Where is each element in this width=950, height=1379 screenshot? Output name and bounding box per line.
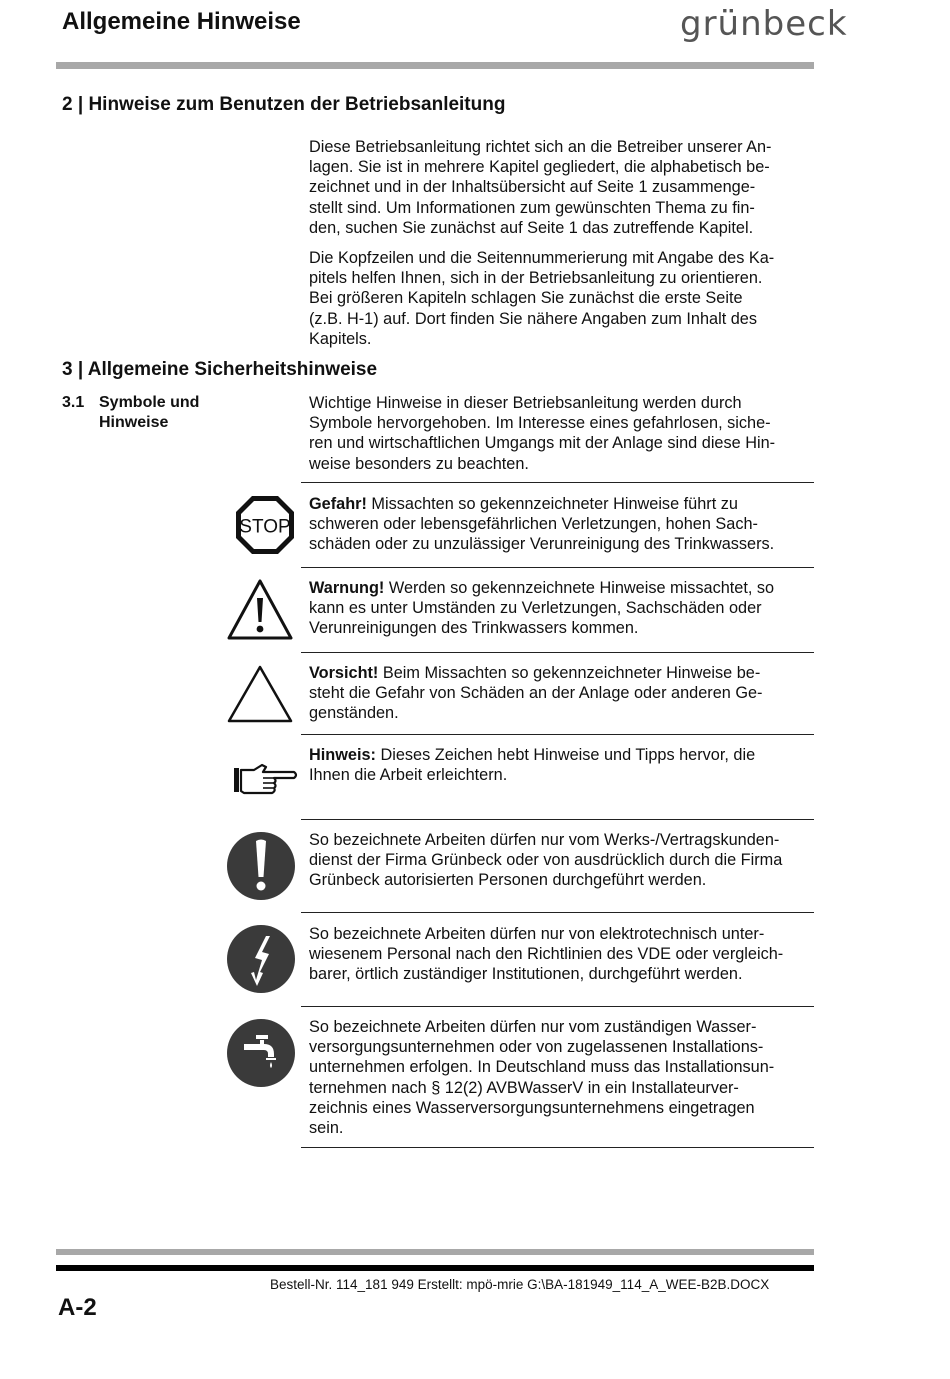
pointing-hand-icon	[232, 762, 298, 796]
text-line: Ihnen die Arbeit erleichtern.	[309, 766, 508, 785]
section-2-heading: 2 | Hinweise zum Benutzen der Betriebsanleitung	[62, 94, 506, 115]
text-line: unternehmen erfolgen. In Deutschland muss das Installationsun-	[309, 1058, 775, 1077]
header-rule	[56, 62, 814, 69]
section-3-heading: 3 | Allgemeine Sicherheitshinweise	[62, 359, 378, 380]
section-2-paragraph-2	[309, 248, 809, 349]
text-line: weise besonders zu beachten.	[309, 454, 529, 473]
text-line: zeichnis eines Wasserversorgungsunternehmens eingetragen	[309, 1098, 755, 1117]
stop-sign-icon	[234, 494, 296, 556]
caution-triangle-icon	[227, 664, 293, 724]
text-line: versorgungsunternehmen oder von zugelassenen Installations-	[309, 1038, 764, 1057]
exclamation-circle-icon	[226, 831, 296, 901]
text-line: So bezeichnete Arbeiten dürfen nur von elektrotechnisch unter-	[309, 925, 765, 943]
divider	[301, 652, 814, 653]
divider	[301, 567, 814, 568]
text-line: stellt sind. Um Informationen zum gewünschten Thema zu fin-	[309, 198, 755, 217]
symbol-description-wasserversorgung	[309, 1017, 809, 1138]
divider	[301, 1147, 814, 1148]
text-line: Dieses Zeichen hebt Hinweise und Tipps hervor, die	[375, 746, 756, 764]
text-line: Diese Betriebsanleitung richtet sich an die Betreiber unserer An-	[309, 138, 772, 156]
text-line: Beim Missachten so gekennzeichneter Hinweise be-	[378, 664, 761, 682]
symbol-label: Warnung!	[309, 579, 385, 597]
text-line: steht die Gefahr von Schäden an der Anlage oder anderen Ge-	[309, 684, 763, 703]
text-line: Werden so gekennzeichnete Hinweise missachtet, so	[384, 579, 775, 597]
footer-rule-grey	[56, 1249, 814, 1255]
subsection-3-1-heading	[62, 393, 199, 433]
subsection-title-line-1: Symbole und	[99, 394, 200, 411]
text-line: ren und wirtschaftlichen Umgangs mit der Anlage sind diese Hin-	[309, 434, 776, 453]
text-line: zeichnet und in der Inhaltsübersicht auf Seite 1 zusammenge-	[309, 178, 756, 197]
symbol-description-gefahr	[309, 494, 809, 555]
text-line: schäden oder zu unzulässiger Verunreinigung des Trinkwassers.	[309, 535, 775, 554]
text-line: den, suchen Sie zunächst auf Seite 1 das zutreffende Kapitel.	[309, 218, 754, 237]
text-line: lagen. Sie ist in mehrere Kapitel gegliedert, die alphabetisch be-	[309, 158, 770, 177]
text-line: kann es unter Umständen zu Verletzungen, Sachschäden oder	[309, 599, 762, 618]
text-line: barer, örtlich zuständiger Institutionen, durchgeführt werden.	[309, 965, 743, 984]
text-line: sein.	[309, 1119, 344, 1138]
text-line: (z.B. H-1) auf. Dort finden Sie nähere Angaben zum Inhalt des	[309, 309, 757, 328]
text-line: Bei größeren Kapiteln schlagen Sie zunächst die erste Seite	[309, 289, 743, 308]
symbol-label: Hinweis:	[309, 746, 376, 764]
text-line: ternehmen nach § 12(2) AVBWasserV in ein Installateurver-	[309, 1078, 739, 1097]
divider	[301, 819, 814, 820]
section-3-intro	[309, 393, 809, 474]
text-line: Symbole hervorgehoben. Im Interesse eines gefahrlosen, siche-	[309, 414, 771, 433]
text-line: Grünbeck autorisierten Personen durchgeführt werden.	[309, 871, 707, 890]
symbol-label: Gefahr!	[309, 495, 367, 513]
text-line: Wichtige Hinweise in dieser Betriebsanleitung werden durch	[309, 394, 742, 412]
divider	[301, 734, 814, 735]
stop-sign-text: STOP	[239, 516, 291, 538]
symbol-description-vorsicht	[309, 663, 809, 724]
symbol-description-elektro	[309, 924, 809, 985]
text-line: genständen.	[309, 704, 399, 723]
text-line: schweren oder lebensgefährlichen Verletzungen, hohen Sach-	[309, 515, 758, 534]
footer-rule-black	[56, 1265, 814, 1271]
text-line: Kapitels.	[309, 329, 372, 348]
symbol-description-werkskundendienst	[309, 830, 809, 891]
page-header-title: Allgemeine Hinweise	[62, 8, 301, 35]
subsection-title-line-2: Hinweise	[99, 414, 169, 431]
text-line: Die Kopfzeilen und die Seitennummerierung mit Angabe des Ka-	[309, 249, 775, 267]
text-line: dienst der Firma Grünbeck oder von ausdrücklich durch die Firma	[309, 851, 783, 870]
footer-order-info: Bestell-Nr. 114_181 949 Erstellt: mpö-mrie G:\BA-181949_114_A_WEE-B2B.DOCX	[270, 1277, 770, 1292]
lightning-circle-icon	[226, 924, 296, 994]
page-number: A-2	[58, 1294, 97, 1321]
text-line: Missachten so gekennzeichneter Hinweise führt zu	[366, 495, 738, 513]
text-line: Verunreinigungen des Trinkwassers kommen.	[309, 619, 639, 638]
section-2-paragraph-1	[309, 137, 809, 238]
text-line: pitels helfen Ihnen, sich in der Betriebsanleitung zu orientieren.	[309, 269, 763, 288]
divider	[301, 912, 814, 913]
warning-triangle-icon	[227, 578, 293, 640]
symbol-description-warnung	[309, 578, 809, 639]
symbol-label: Vorsicht!	[309, 664, 379, 682]
text-line: wiesenem Personal nach den Richtlinien des VDE oder vergleich-	[309, 945, 784, 964]
divider	[301, 1006, 814, 1007]
subsection-number: 3.1	[62, 394, 85, 411]
water-tap-circle-icon	[226, 1018, 296, 1088]
symbol-description-hinweis	[309, 745, 809, 785]
divider	[301, 482, 814, 483]
brand-logo: grünbeck	[680, 4, 848, 44]
text-line: So bezeichnete Arbeiten dürfen nur vom zuständigen Wasser-	[309, 1018, 757, 1036]
text-line: So bezeichnete Arbeiten dürfen nur vom Werks-/Vertragskunden-	[309, 831, 780, 849]
